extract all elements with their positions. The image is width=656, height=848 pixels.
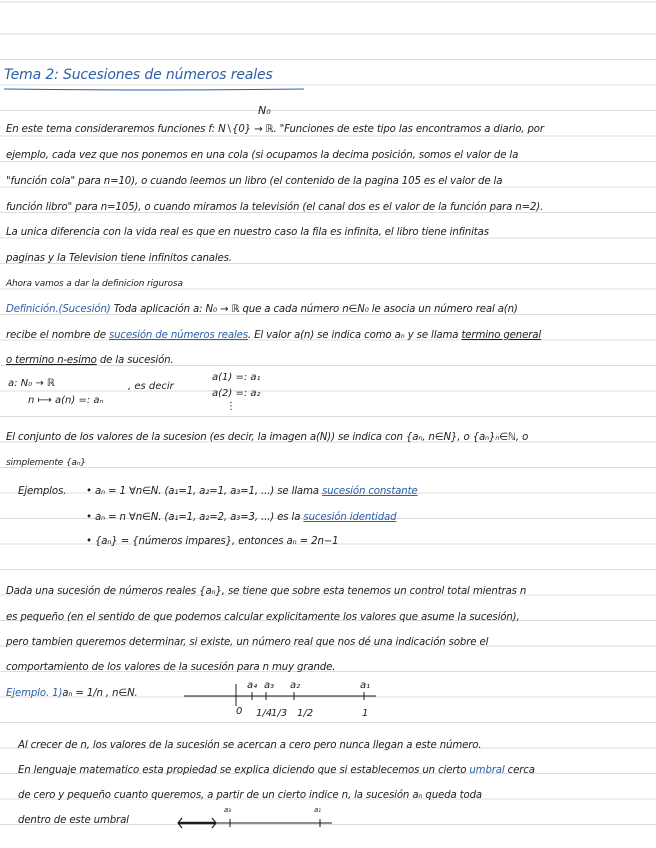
- example-2-text: aₙ = n ∀n∈N. (a₁=1, a₂=2, a₃=3, ...) es la: [94, 512, 304, 523]
- label-a2: a₂: [290, 680, 301, 691]
- intro-line-3: "función cola" para n=10), o cuando leemos un libro (el contenido de la pagina 105 es el valor de la: [6, 176, 503, 187]
- intro-line-1: [6, 124, 544, 135]
- map-top: a: N₀ → ℝ: [8, 378, 55, 389]
- label-a4: a₄: [247, 680, 258, 691]
- label-third: 1/3: [271, 708, 288, 719]
- term-umbral: umbral: [469, 765, 505, 776]
- definition-line-1-rest: Toda aplicación a: N₀ → ℝ que a cada número n∈N₀ le asocia un número real a(n): [110, 304, 518, 315]
- label-a1: a₁: [360, 680, 371, 691]
- title-underline: [4, 88, 304, 92]
- value-a1: a(1) =: a₁: [212, 372, 261, 383]
- bullet-icon: •: [86, 536, 95, 547]
- conclusion-line-2-a: En lenguaje matematico esta propiedad se explica diciendo que si establecemos un cierto: [18, 765, 470, 776]
- set-line-2: simplemente {aₙ}: [6, 458, 86, 468]
- control-line-3: pero tambien queremos determinar, si existe, un número real que nos dé una indicación sobre el: [6, 637, 489, 648]
- conclusion-line-2: [18, 765, 535, 776]
- definition-tag: (Sucesión): [58, 304, 111, 315]
- definition-line-2-b: . El valor a(n) se indica como aₙ y se llama: [247, 330, 462, 341]
- intro-line-1-a: En este tema consideraremos funciones: [6, 124, 209, 135]
- example1-label: Ejemplo. 1): [6, 688, 63, 699]
- map-bottom: n ⟼ a(n) =: aₙ: [28, 395, 104, 406]
- example-1-line: [86, 486, 418, 497]
- intro-line-5: La unica diferencia con la vida real es que en nuestro caso la fila es infinita, el libro tiene infinitas: [6, 227, 489, 238]
- example-2-line: [86, 512, 396, 523]
- set-line-1: El conjunto de los valores de la sucesion (es decir, la imagen a(N)) se indica con {aₙ, n∈N}, o {aₙ}ₙ∈ℕ, o: [6, 432, 529, 443]
- intro-line-7: Ahora vamos a dar la definicion rigurosa: [6, 279, 183, 289]
- umbral-sketch: [176, 814, 336, 832]
- term-sucesion-reales: sucesión de números reales: [108, 330, 248, 341]
- conclusion-line-3: de cero y pequeño cuanto queremos, a partir de un cierto indice n, la sucesión aₙ queda toda: [18, 790, 482, 801]
- example-3-line: [86, 536, 338, 547]
- term-sucesion-identidad: sucesión identidad: [303, 512, 397, 523]
- example1-line: [6, 688, 138, 699]
- domain-label: N₀: [258, 104, 271, 117]
- definition-line-2-a: recibe el nombre de: [6, 330, 109, 341]
- definition-label: Definición.: [6, 304, 59, 315]
- umbral-label-a3: a₃: [224, 806, 232, 814]
- bullet-icon: •: [86, 486, 95, 497]
- example-1-text: aₙ = 1 ∀n∈N. (a₁=1, a₂=1, a₃=1, ...) se llama: [94, 486, 322, 497]
- label-half: 1/2: [297, 708, 314, 719]
- es-decir: , es decir: [128, 381, 174, 392]
- function-notation: f: N∖{0} → ℝ.: [208, 124, 277, 135]
- conclusion-line-1: Al crecer de n, los valores de la sucesión se acercan a cero pero nunca llegan a este número.: [18, 740, 482, 751]
- term-termino-general: termino general: [461, 330, 542, 341]
- term-sucesion-constante: sucesión constante: [321, 486, 418, 497]
- definition-line-1: [6, 304, 518, 315]
- intro-line-6: paginas y la Television tiene infinitos canales.: [6, 253, 232, 264]
- definition-line-3: [6, 355, 174, 366]
- intro-line-1-b: "Funciones de este tipo las encontramos a diario, por: [276, 124, 544, 135]
- intro-line-4: función libro" para n=105), o cuando miramos la televisión (el canal dos es el valor de la función para n=2).: [6, 202, 544, 213]
- label-quarter: 1/4: [256, 708, 273, 719]
- definition-line-3-b: de la sucesión.: [96, 355, 174, 366]
- control-line-4: comportamiento de los valores de la sucesión para n muy grande.: [6, 662, 336, 673]
- conclusion-line-4: dentro de este umbral: [18, 815, 129, 826]
- control-line-2: es pequeño (en el sentido de que podemos calcular explicitamente los valores que asume la sucesión),: [6, 612, 520, 623]
- umbral-label-a1: a₁: [314, 806, 322, 814]
- label-0: 0: [236, 706, 243, 717]
- label-one: 1: [362, 708, 369, 719]
- label-a3: a₃: [264, 680, 275, 691]
- value-dots: ⋮: [226, 401, 236, 412]
- example1-formula: aₙ = 1/n , n∈N.: [62, 688, 138, 699]
- bullet-icon: •: [86, 512, 95, 523]
- value-a2: a(2) =: a₂: [212, 388, 261, 399]
- definition-line-2: [6, 330, 541, 341]
- control-line-1: Dada una sucesión de números reales {aₙ}, se tiene que sobre esta tenemos un control total mientras n: [6, 586, 527, 597]
- example-3-text: {aₙ} = {números impares}, entonces aₙ = 2n−1: [94, 536, 339, 547]
- examples-label: Ejemplos.: [18, 486, 67, 497]
- intro-line-2: ejemplo, cada vez que nos ponemos en una cola (si ocupamos la decima posición, somos el valor de la: [6, 150, 519, 161]
- conclusion-line-2-b: cerca: [504, 765, 535, 776]
- term-termino-n-esimo: o termino n-esimo: [6, 355, 97, 366]
- page-title: Tema 2: Sucesiones de números reales: [4, 67, 273, 83]
